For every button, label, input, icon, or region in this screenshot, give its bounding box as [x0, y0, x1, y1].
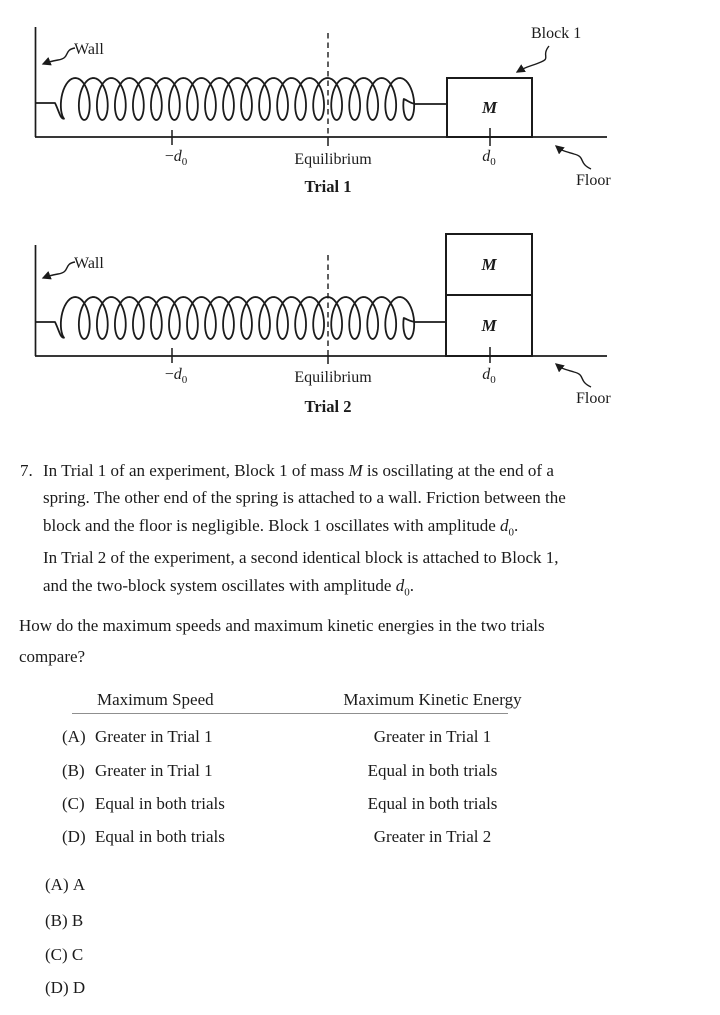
choice-label: (A)	[45, 875, 69, 894]
choice-text: C	[71, 945, 84, 964]
table-row-energy: Greater in Trial 1	[373, 727, 492, 746]
text-segment: .	[514, 516, 519, 535]
d-symbol: d	[482, 148, 491, 165]
trial2-equilibrium-label: Equilibrium	[294, 369, 372, 386]
table-row-energy: Greater in Trial 2	[373, 827, 492, 846]
trial1-wall-arrow	[43, 48, 75, 64]
trial1-floor-arrow	[556, 146, 591, 169]
question-number: 7.	[20, 461, 33, 480]
text-segment: block and the floor is negligible. Block 1 oscillates with amplitude	[43, 516, 501, 535]
table-row-energy: Equal in both trials	[367, 761, 498, 780]
trial1-floor-label: Floor	[576, 172, 611, 189]
subscript-0: 0	[508, 526, 515, 539]
table-row-speed: Greater in Trial 1	[95, 727, 213, 746]
choice-text: B	[71, 911, 84, 930]
d-symbol: d	[173, 148, 182, 165]
table-row-label: (C)	[62, 794, 85, 813]
subscript-0: 0	[181, 156, 188, 169]
choice-label: (C)	[45, 945, 68, 964]
spring-diagrams-svg	[0, 0, 720, 430]
choice-text: D	[72, 978, 86, 997]
trial1-block1-arrow	[517, 46, 549, 72]
text-segment: is oscillating at the end of a	[362, 461, 554, 480]
trial2-d0-label	[469, 365, 509, 387]
table-row-speed: Greater in Trial 1	[95, 761, 213, 780]
table-header-energy: Maximum Kinetic Energy	[343, 690, 522, 709]
trial2-mass-top-label	[446, 234, 532, 295]
trial1-equilibrium-label: Equilibrium	[294, 151, 372, 168]
italic-d: d	[395, 576, 405, 595]
choice-text: A	[72, 875, 86, 894]
subscript-0: 0	[181, 374, 188, 387]
trial2-mass-top-text: M	[481, 254, 497, 274]
trial2-floor-arrow	[556, 364, 591, 387]
trial2-mass-bottom-text: M	[481, 315, 497, 335]
trial2-floor-label: Floor	[576, 390, 611, 407]
text-segment: In Trial 2 of the experiment, a second identical block is attached to Block 1,	[43, 548, 559, 567]
subscript-0: 0	[490, 374, 496, 387]
question-stem-line2: compare?	[19, 647, 86, 666]
table-row-energy: Equal in both trials	[367, 794, 498, 813]
minus-sign: −	[164, 366, 174, 383]
trial2-mass-bottom-label	[446, 295, 532, 356]
trial1-mass-label	[447, 78, 532, 137]
text-segment: and the two-block system oscillates with amplitude	[43, 576, 396, 595]
subscript-0: 0	[404, 586, 410, 599]
trial2-caption: Trial 2	[304, 397, 352, 416]
choice-label: (B)	[45, 911, 68, 930]
trial1-neg-d0-label	[146, 147, 206, 169]
question-p1-line3	[43, 516, 519, 539]
choice-B	[45, 911, 83, 931]
table-row-speed: Equal in both trials	[95, 827, 225, 846]
question-p1-line2	[43, 488, 566, 508]
d-symbol: d	[482, 366, 491, 383]
table-header-rule	[72, 713, 508, 714]
table-row-label: (D)	[62, 827, 86, 846]
table-header-speed: Maximum Speed	[97, 690, 214, 709]
trial2-spring	[36, 297, 446, 339]
text-segment: .	[409, 576, 414, 595]
trial2-wall-arrow	[43, 262, 75, 278]
trial1-block1-label: Block 1	[531, 25, 582, 42]
question-p2-line1	[43, 548, 559, 568]
text-segment: spring. The other end of the spring is attached to a wall. Friction between the	[43, 488, 566, 507]
question-p2-line2	[43, 576, 414, 599]
trial1-d0-label	[469, 147, 509, 169]
d-symbol: d	[173, 366, 182, 383]
trial2-wall-label: Wall	[74, 255, 104, 272]
choice-A	[45, 875, 85, 895]
choice-C	[45, 945, 83, 965]
trial1-wall-label: Wall	[74, 41, 104, 58]
italic-M: M	[348, 461, 363, 480]
trial2-neg-d0-label	[146, 365, 206, 387]
trial1-mass-text: M	[481, 97, 498, 117]
choice-label: (D)	[45, 978, 69, 997]
question-stem-line1: How do the maximum speeds and maximum kinetic energies in the two trials	[19, 616, 545, 635]
italic-d: d	[500, 516, 509, 535]
trial1-caption: Trial 1	[304, 177, 352, 196]
choice-D	[45, 978, 85, 998]
subscript-0: 0	[490, 156, 496, 169]
question-p1-line1	[43, 461, 554, 481]
table-row-speed: Equal in both trials	[95, 794, 225, 813]
minus-sign: −	[164, 148, 174, 165]
trial1-spring	[36, 78, 447, 120]
table-row-label: (B)	[62, 761, 85, 780]
text-segment: In Trial 1 of an experiment, Block 1 of mass	[43, 461, 349, 480]
table-row-label: (A)	[62, 727, 86, 746]
